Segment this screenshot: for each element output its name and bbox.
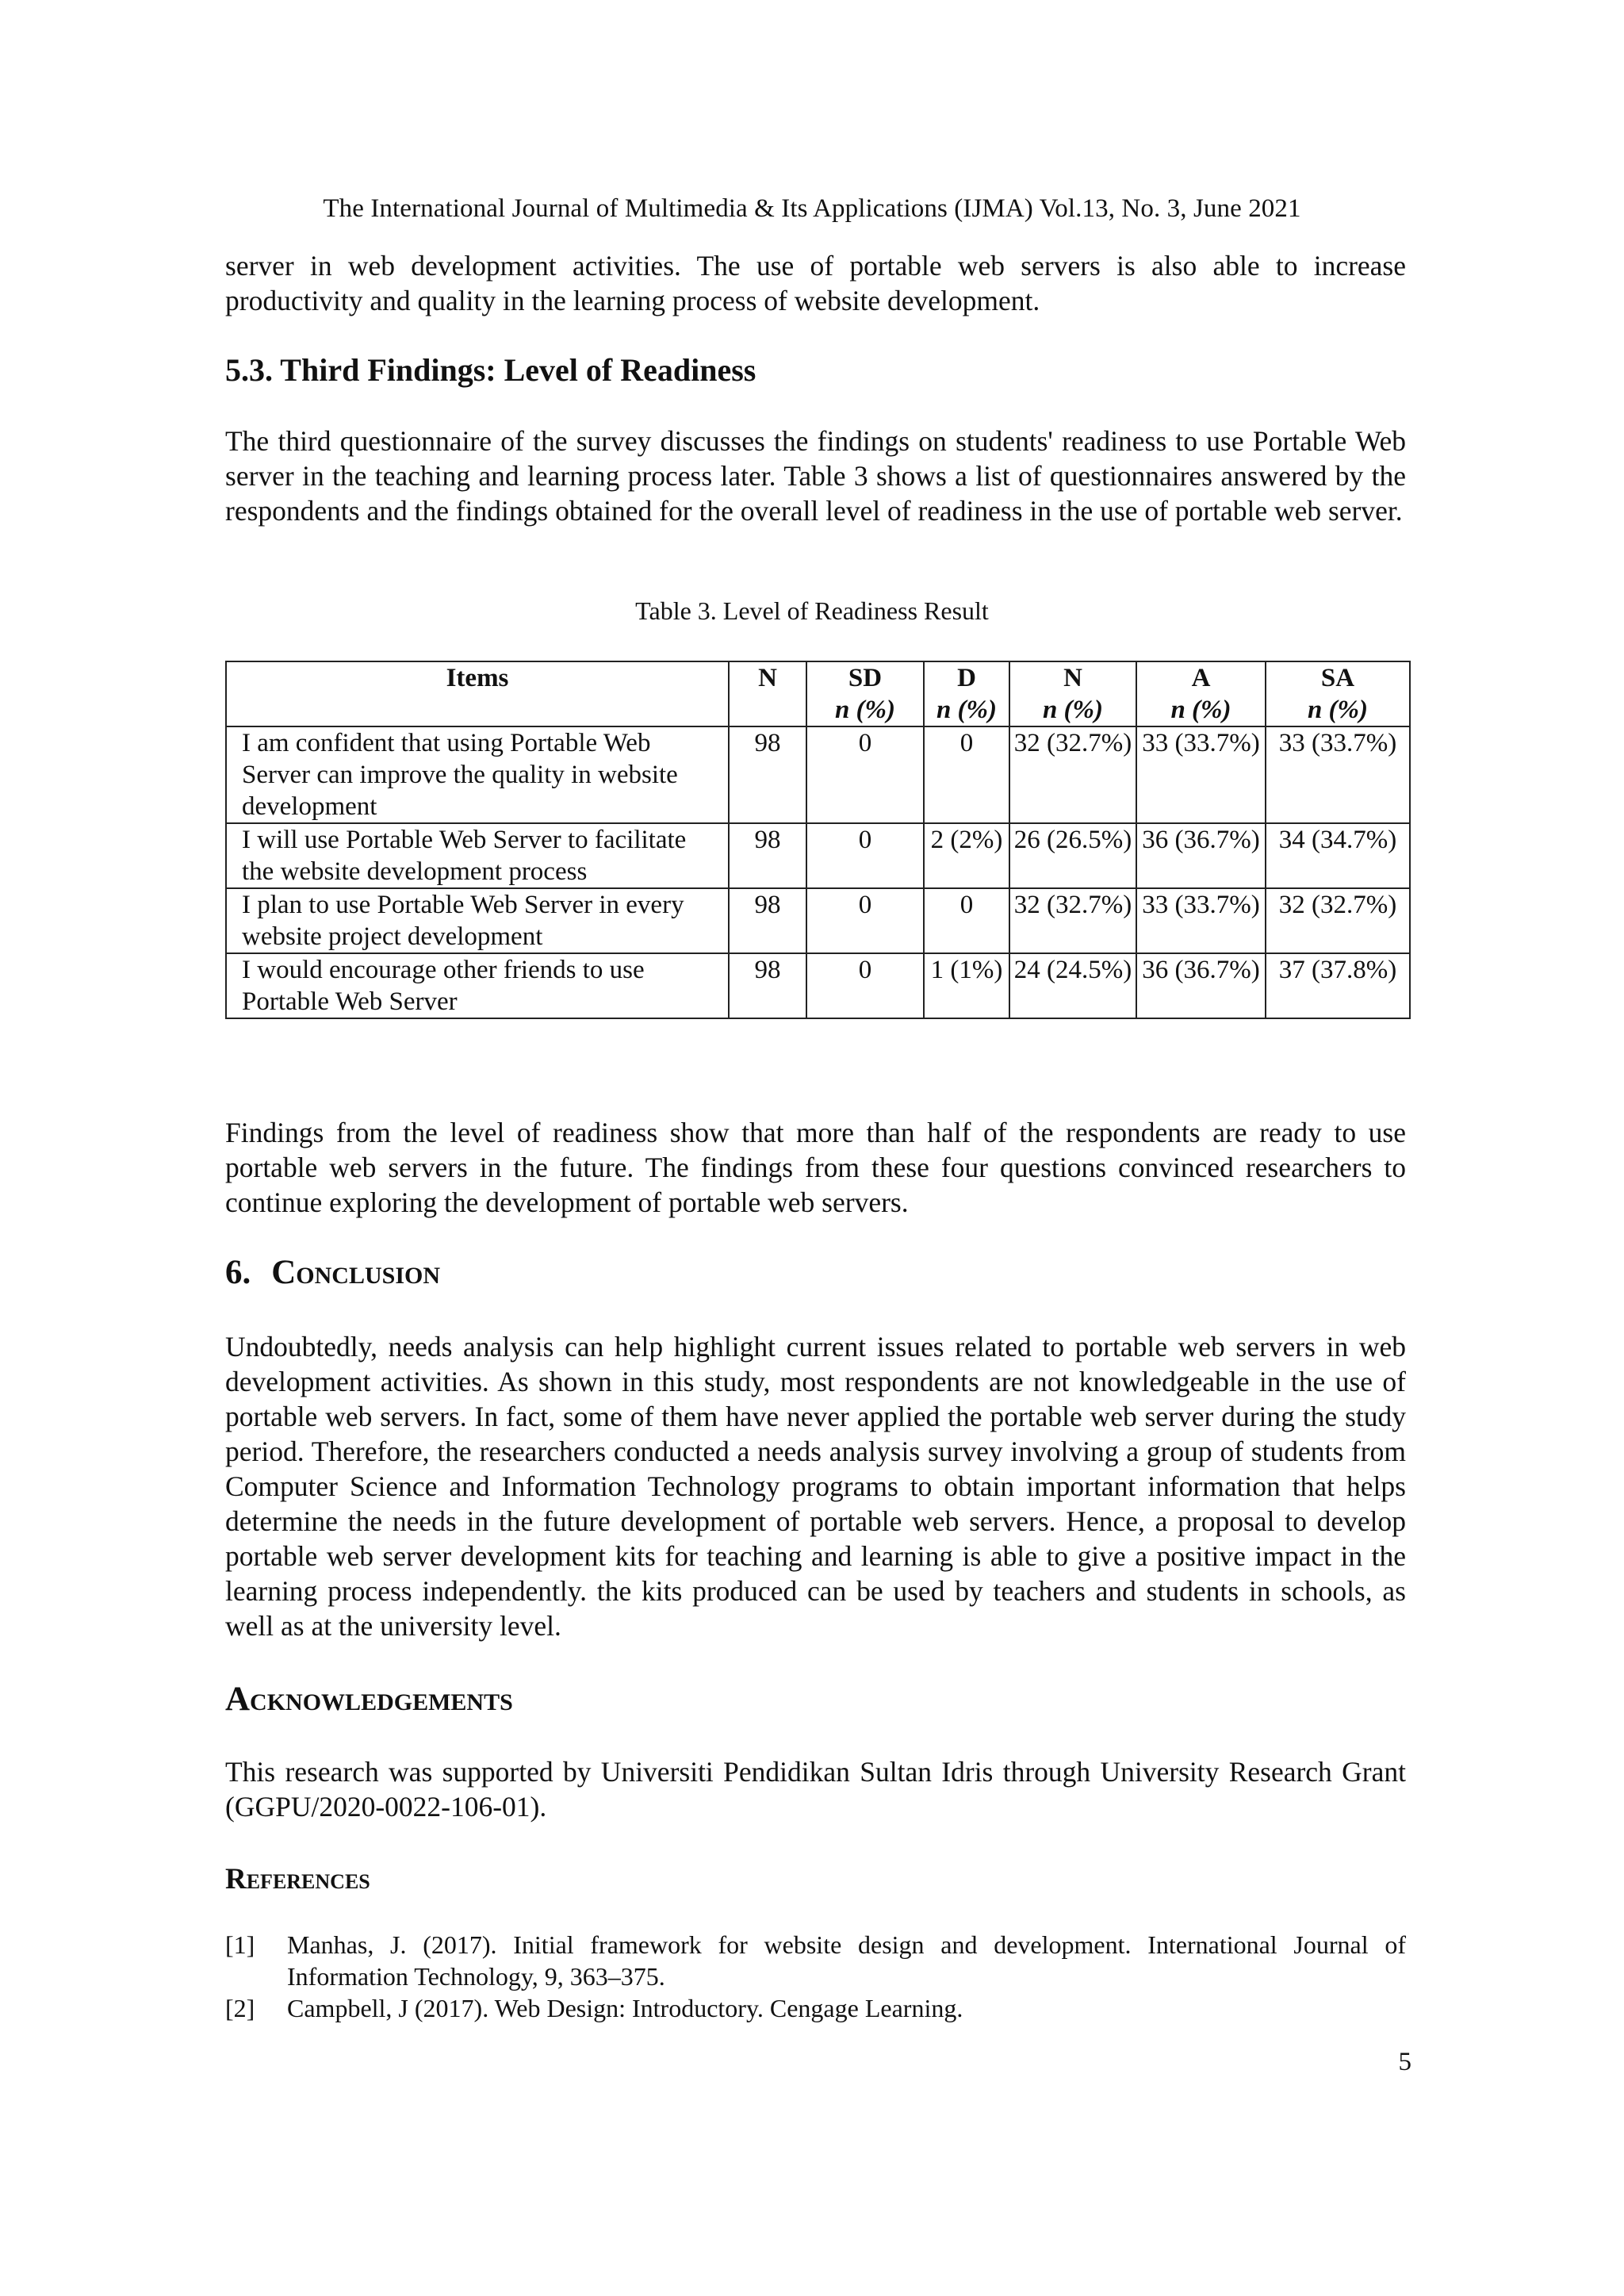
row-d: 0 (924, 726, 1009, 823)
table-row (226, 726, 1410, 823)
row-a: 36 (36.7%) (1136, 953, 1266, 1018)
row-sd: 0 (806, 726, 924, 823)
header-neutral: N (1009, 661, 1136, 694)
row-a: 33 (33.7%) (1136, 888, 1266, 953)
readiness-table (225, 661, 1411, 1019)
row-n: 98 (729, 823, 806, 888)
row-neutral: 32 (32.7%) (1009, 888, 1136, 953)
conclusion-number: 6. (225, 1254, 251, 1291)
reference-item (225, 1929, 1406, 1992)
subheader-neutral: n (%) (1009, 694, 1136, 726)
running-header: The International Journal of Multimedia & Its Applications (IJMA) Vol.13, No. 3, June 2021 (323, 194, 1301, 223)
table-row (226, 953, 1410, 1018)
row-sa: 34 (34.7%) (1266, 823, 1410, 888)
row-sd: 0 (806, 888, 924, 953)
row-a: 33 (33.7%) (1136, 726, 1266, 823)
row-d: 1 (1%) (924, 953, 1009, 1018)
header-n: N (729, 661, 806, 726)
header-items: Items (226, 661, 729, 726)
table-row (226, 888, 1410, 953)
reference-item (225, 1992, 1406, 2024)
row-item: I plan to use Portable Web Server in every website project development (226, 888, 729, 953)
header-sa: SA (1266, 661, 1410, 694)
reference-list (225, 1929, 1406, 2024)
subheader-sd: n (%) (806, 694, 924, 726)
conclusion-heading (225, 1253, 440, 1292)
row-sd: 0 (806, 823, 924, 888)
row-neutral: 24 (24.5%) (1009, 953, 1136, 1018)
reference-number: [1] (225, 1930, 255, 1959)
table-row (226, 823, 1410, 888)
findings-paragraph: Findings from the level of readiness show that more than half of the respondents are ready to use portable web servers in the future. The findings from these four questions convinced researchers to continue exploring the development of portable web servers. (225, 1117, 1406, 1218)
subheader-sa: n (%) (1266, 694, 1410, 726)
acknowledgements-title: Acknowledgements (225, 1681, 513, 1718)
row-sa: 33 (33.7%) (1266, 726, 1410, 823)
acknowledgements-paragraph: This research was supported by Universiti Pendidikan Sultan Idris through University Research Grant (GGPU/2020-0022-106-01). (225, 1756, 1406, 1823)
subheader-a: n (%) (1136, 694, 1266, 726)
row-n: 98 (729, 953, 806, 1018)
row-a: 36 (36.7%) (1136, 823, 1266, 888)
row-item: I am confident that using Portable Web Server can improve the quality in website development (226, 726, 729, 823)
header-sd: SD (806, 661, 924, 694)
row-d: 0 (924, 888, 1009, 953)
page-number: 5 (1398, 2048, 1411, 2076)
reference-number: [2] (225, 1994, 255, 2022)
table-caption: Table 3. Level of Readiness Result (635, 596, 989, 625)
row-n: 98 (729, 726, 806, 823)
conclusion-paragraph: Undoubtedly, needs analysis can help highlight current issues related to portable web servers in web development activities. As shown in this study, most respondents are not knowledgeable in the use of portable web servers. In fact, some of them have never applied the portable web server during the study period. Therefore, the researchers conducted a needs analysis survey involving a group of students from Computer Science and Information Technology programs to obtain important information that helps determine the needs in the future development of portable web servers. Hence, a proposal to develop portable web server development kits for teaching and learning is able to give a positive impact in the learning process independently. the kits produced can be used by teachers and students in schools, as well as at the university level. (225, 1331, 1406, 1642)
row-item: I would encourage other friends to use Portable Web Server (226, 953, 729, 1018)
row-sa: 32 (32.7%) (1266, 888, 1410, 953)
subheader-d: n (%) (924, 694, 1009, 726)
reference-text: Manhas, J. (2017). Initial framework for website design and development. International Journal of Information Technology, 9, 363–375. (287, 1930, 1406, 1991)
conclusion-title: Conclusion (271, 1254, 441, 1291)
row-neutral: 26 (26.5%) (1009, 823, 1136, 888)
row-d: 2 (2%) (924, 823, 1009, 888)
section-5-3-title: 5.3. Third Findings: Level of Readiness (225, 352, 756, 388)
row-sa: 37 (37.8%) (1266, 953, 1410, 1018)
row-item: I will use Portable Web Server to facilitate the website development process (226, 823, 729, 888)
header-d: D (924, 661, 1009, 694)
section-5-3-paragraph: The third questionnaire of the survey discusses the findings on students' readiness to use Portable Web server in the teaching and learning process later. Table 3 shows a list of questionnaires answered by the respondents and the findings obtained for the overall level of readiness in the use of portable web server. (225, 425, 1406, 527)
reference-text: Campbell, J (2017). Web Design: Introductory. Cengage Learning. (287, 1994, 963, 2022)
header-a: A (1136, 661, 1266, 694)
table-header-row (226, 661, 1410, 694)
references-title: References (225, 1863, 370, 1895)
row-n: 98 (729, 888, 806, 953)
row-neutral: 32 (32.7%) (1009, 726, 1136, 823)
intro-paragraph: server in web development activities. The use of portable web servers is also able to increase productivity and quality in the learning process of website development. (225, 250, 1406, 316)
row-sd: 0 (806, 953, 924, 1018)
